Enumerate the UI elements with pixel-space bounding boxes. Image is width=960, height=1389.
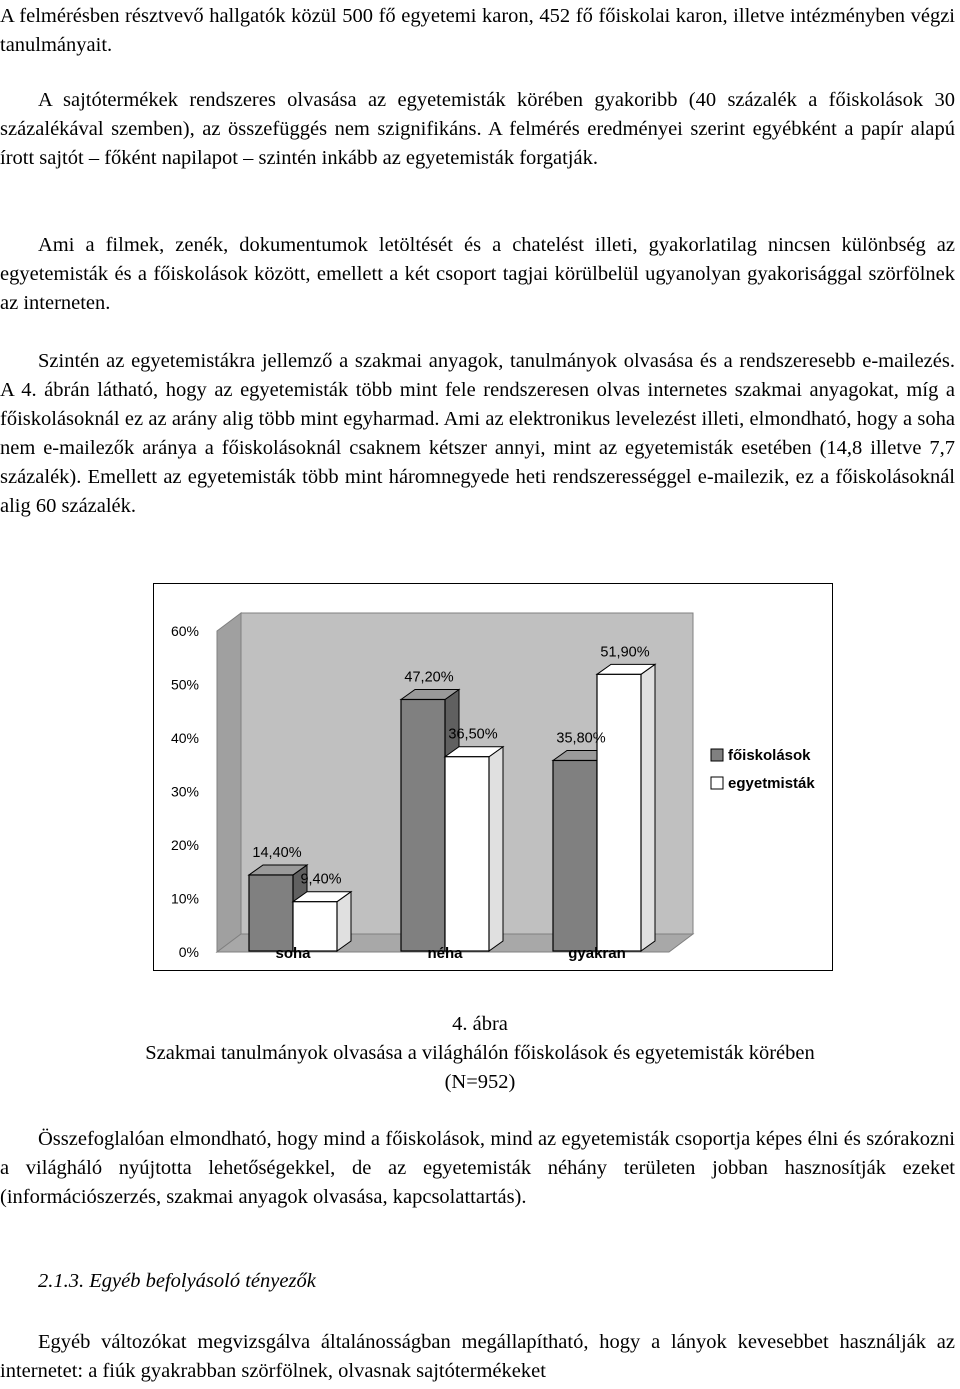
bar-side (489, 747, 503, 951)
legend-swatch (711, 749, 723, 761)
bar (293, 902, 337, 951)
y-tick-label: 20% (170, 837, 199, 853)
paragraph-2: A sajtótermékek rendszeres olvasása az egyetemisták körében gyakoribb (40 százalék a főiskolások 30 százalékával szemben), az összefüggés nem szignifikáns. A felmérés eredményei szerint egyébként a papír alapú írott sajtót – főként napilapot – szintén inkább az egyetemisták forgatják. (0, 89, 955, 169)
y-tick-label: 0% (178, 944, 199, 960)
paragraph-4: Szintén az egyetemistákra jellemző a szakmai anyagok, tanulmányok olvasása és a rendszeresebb e-mailezés. A 4. ábrán látható, hogy az egyetemisták több mint fele rendszeresen olvas internetes szakmai anyagokat, míg a főiskolásoknál ez az arány alig több mint egyharmad. Ami az elektronikus levelezést illeti, elmondható, hogy a soha nem e-mailezők aránya a főiskolásoknál csaknem kétszer annyi, mint az egyetemisták esetében (14,8 illetve 7,7 százalék). Emellett az egyetemisták több mint háromnegyede heti rendszerességgel e-mailezik, ez a főiskolásoknál alig 60 százalék. (0, 350, 955, 517)
category-label: gyakran (568, 945, 626, 962)
figure-n: (N=952) (444, 1071, 516, 1093)
data-label: 9,40% (300, 871, 342, 888)
bar (597, 674, 641, 951)
data-label: 47,20% (404, 669, 454, 686)
section-heading: 2.1.3. Egyéb befolyásoló tényezők (38, 1270, 316, 1292)
last-paragraph: Egyéb változókat megvizsgálva általánosságban megállapítható, hogy a lányok kevesebbet használják az internetet: a fiúk gyakrabban szörfölnek, olvasnak sajtótermékeket (0, 1331, 955, 1382)
y-tick-label: 30% (170, 783, 199, 800)
figure-number: 4. ábra (452, 1013, 508, 1035)
data-label: 36,50% (448, 726, 498, 743)
paragraph-3: Ami a filmek, zenék, dokumentumok letöltését és a chatelést illeti, gyakorlatilag nincsen különbség az egyetemisták és a főiskolások között, emellett a két csoport tagjai körülbelül ugyanolyan gyakorisággal szörfölnek az interneten. (0, 234, 955, 314)
category-label: néha (427, 945, 463, 962)
y-tick-label: 40% (170, 730, 199, 746)
data-label: 14,40% (252, 844, 302, 861)
legend-swatch (711, 777, 723, 789)
bar (553, 760, 597, 951)
bar (445, 757, 489, 951)
bar-chart (153, 583, 833, 971)
summary-paragraph: Összefoglalóan elmondható, hogy mind a főiskolások, mind az egyetemisták csoportja képes élni és szórakozni a világháló nyújtotta lehetőségekkel, de az egyetemisták néhány területen jobban hasznosítják ezeket (információszerzés, szakmai anyagok olvasása, kapcsolattartás). (0, 1128, 955, 1208)
figure-title: Szakmai tanulmányok olvasása a világhálón főiskolások és egyetemisták körében (145, 1042, 815, 1064)
y-tick-label: 60% (170, 623, 199, 639)
legend-label: főiskolások (728, 747, 811, 764)
y-tick-label: 50% (170, 676, 199, 693)
y-tick-label: 10% (170, 890, 199, 907)
data-label: 51,90% (600, 644, 650, 661)
bar (249, 875, 293, 951)
data-label: 35,80% (556, 730, 606, 747)
legend-label: egyetmisták (728, 775, 815, 792)
bar-side (641, 664, 655, 951)
bar (401, 699, 445, 951)
paragraph-1: A felmérésben résztvevő hallgatók közül 500 fő egyetemi karon, 452 fő főiskolai karon, illetve intézményben végzi tanulmányait. (0, 5, 955, 56)
side-wall (217, 613, 241, 952)
category-label: soha (275, 945, 311, 962)
